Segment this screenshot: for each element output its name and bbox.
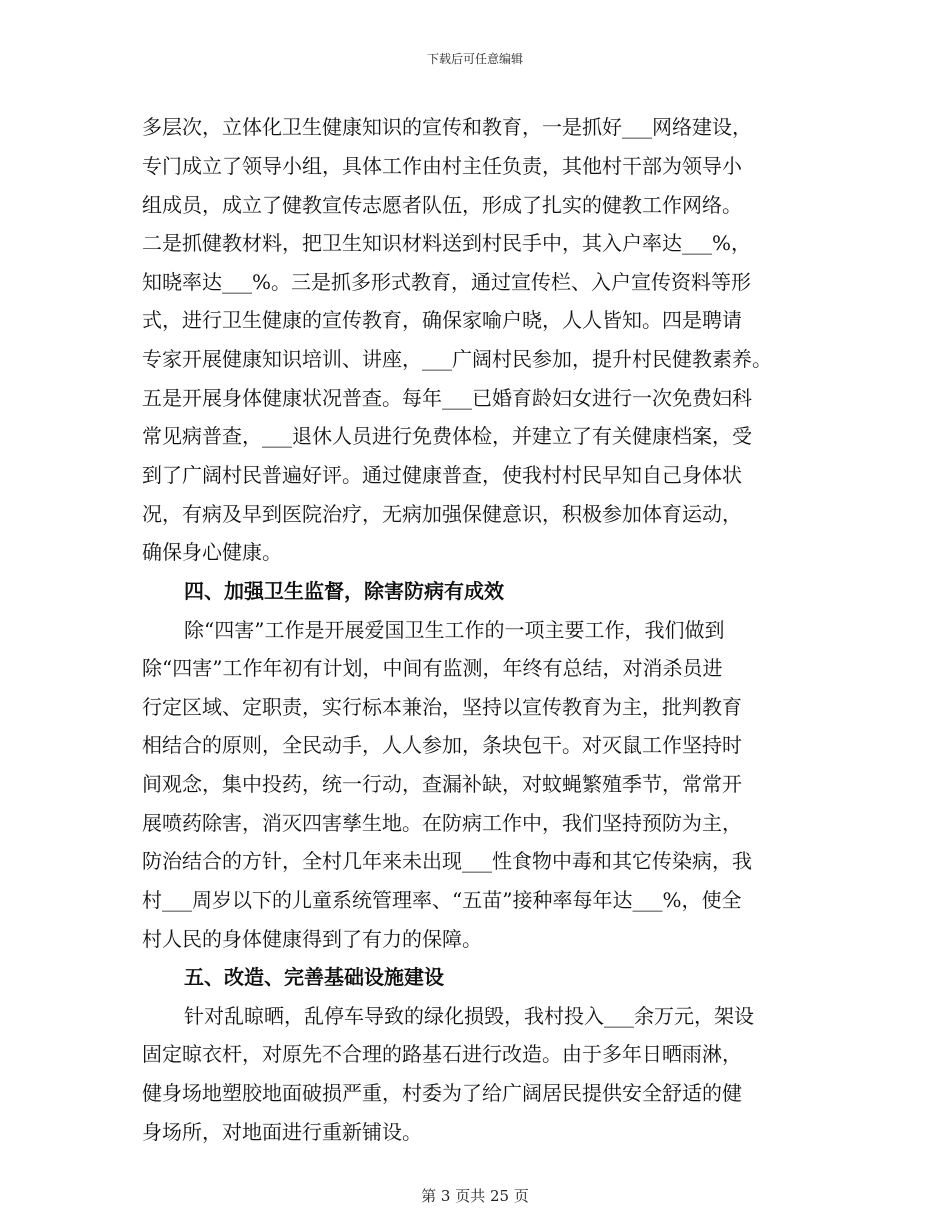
- body-line: 针对乱晾晒，乱停车导致的绿化损毁，我村投入___余万元，架设: [184, 1004, 754, 1028]
- body-line: 健身场地塑胶地面破损严重，村委为了给广阔居民提供安全舒适的健: [142, 1081, 742, 1105]
- body-line: 行定区域、定职责，实行标本兼治，坚持以宣传教育为主，批判教育: [142, 695, 742, 719]
- body-line: 除“四害”工作年初有计划，中间有监测，年终有总结，对消杀员进: [142, 656, 723, 680]
- body-line: 到了广阔村民普遍好评。通过健康普查，使我村村民早知自己身体状: [142, 463, 742, 487]
- body-line: 多层次，立体化卫生健康知识的宣传和教育，一是抓好___网络建设，: [142, 115, 752, 139]
- section-heading-5: 五、改造、完善基础设施建设: [184, 965, 444, 989]
- body-line: 知晓率达___%。三是抓多形式教育，通过宣传栏、入户宣传资料等形: [142, 270, 752, 294]
- section-heading-4: 四、加强卫生监督，除害防病有成效: [184, 579, 504, 603]
- body-line: 组成员，成立了健教宣传志愿者队伍，形成了扎实的健教工作网络。: [142, 193, 742, 217]
- body-line: 确保身心健康。: [142, 540, 282, 564]
- body-line: 二是抓健教材料，把卫生知识材料送到村民手中，其入户率达___%，: [142, 231, 752, 255]
- body-line: 间观念，集中投药，统一行动，查漏补缺，对蚊蝇繁殖季节，常常开: [142, 772, 742, 796]
- body-line: 防治结合的方针，全村几年来未出现___性食物中毒和其它传染病，我: [142, 849, 752, 873]
- page-header: 下载后可任意编辑: [426, 52, 523, 66]
- body-line: 村___周岁以下的儿童系统管理率、“五苗”接种率每年达___%，使全: [142, 888, 742, 912]
- body-line: 固定晾衣杆，对原先不合理的路基石进行改造。由于多年日晒雨淋，: [142, 1042, 742, 1066]
- body-line: 专门成立了领导小组，具体工作由村主任负责，其他村干部为领导小: [142, 154, 742, 178]
- body-line: 展喷药除害，消灭四害孳生地。在防病工作中，我们坚持预防为主，: [142, 811, 742, 835]
- body-line: 专家开展健康知识培训、讲座，___广阔村民参加，提升村民健教素养。: [142, 347, 772, 371]
- body-line: 五是开展身体健康状况普查。每年___已婚育龄妇女进行一次免费妇科: [142, 386, 752, 410]
- body-line: 村人民的身体健康得到了有力的保障。: [142, 927, 482, 951]
- body-line: 相结合的原则，全民动手，人人参加，条块包干。对灭鼠工作坚持时: [142, 733, 742, 757]
- body-line: 况，有病及早到医院治疗，无病加强保健意识，积极参加体育运动，: [142, 502, 742, 526]
- page-footer: 第 3 页共 25 页: [421, 1187, 529, 1205]
- body-line: 身场所，对地面进行重新铺设。: [142, 1120, 422, 1144]
- body-line: 除“四害”工作是开展爱国卫生工作的一项主要工作，我们做到: [184, 618, 725, 642]
- body-line: 常见病普查，___退休人员进行免费体检，并建立了有关健康档案，受: [142, 424, 752, 448]
- body-line: 式，进行卫生健康的宣传教育，确保家喻户晓，人人皆知。四是聘请: [142, 308, 742, 332]
